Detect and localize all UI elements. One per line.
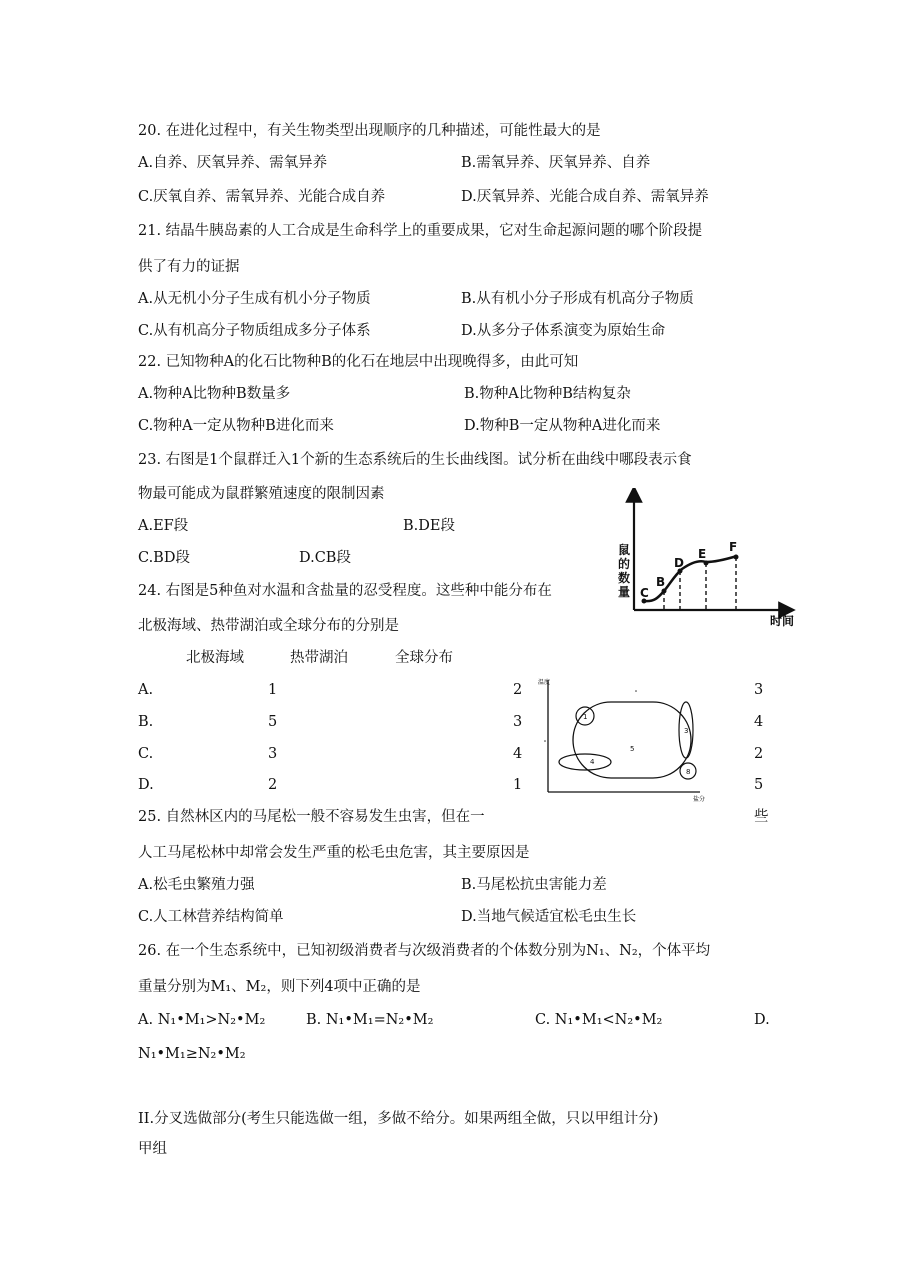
q24-row-c-global: 2 bbox=[754, 746, 764, 762]
q23-ylabel-char-1: 鼠 bbox=[618, 543, 631, 557]
q24-x-axis-label: 盐分 bbox=[693, 796, 706, 803]
q24-region-8-label: 8 bbox=[686, 768, 691, 776]
q20-option-b: B.需氧异养、厌氧异养、自养 bbox=[461, 155, 651, 171]
q21-option-d: D.从多分子体系演变为原始生命 bbox=[461, 323, 666, 339]
q23-x-axis-label: 时间 bbox=[770, 614, 795, 628]
section2-group-label: 甲组 bbox=[138, 1141, 167, 1157]
q24-y-axis-label: 温度 bbox=[538, 679, 551, 686]
q23-ylabel-char-2: 的 bbox=[618, 557, 631, 571]
q24-speck-1 bbox=[635, 690, 637, 692]
q22-option-c: C.物种A一定从物种B进化而来 bbox=[138, 418, 334, 434]
q24-row-b-tropical: 3 bbox=[513, 714, 523, 730]
q20-option-d: D.厌氧异养、光能合成自养、需氧异养 bbox=[461, 189, 709, 205]
q24-fish-tolerance-figure bbox=[535, 672, 715, 804]
q24-row-b-label: B. bbox=[138, 714, 154, 730]
q22-stem: 22. 已知物种A的化石比物种B的化石在地层中出现晚得多，由此可知 bbox=[138, 354, 579, 370]
q21-stem-line1: 21. 结晶牛胰岛素的人工合成是生命科学上的重要成果，它对生命起源问题的哪个阶段提 bbox=[138, 223, 703, 239]
q21-stem-line2: 供了有力的证据 bbox=[138, 259, 240, 275]
q23-option-b: B.DE段 bbox=[403, 518, 455, 534]
q26-option-d: N₁•M₁≥N₂•M₂ bbox=[138, 1046, 246, 1062]
q26-stem-line2: 重量分别为M₁、M₂，则下列4项中正确的是 bbox=[138, 979, 421, 995]
q24-row-d-arctic: 2 bbox=[268, 777, 278, 793]
q24-row-c-tropical: 4 bbox=[513, 746, 523, 762]
section2-title: II.分叉选做部分(考生只能选做一组，多做不给分。如果两组全做，只以甲组计分) bbox=[138, 1111, 659, 1127]
q23-option-c: C.BD段 bbox=[138, 550, 190, 566]
q23-label-f: F bbox=[729, 540, 738, 554]
q24-row-b-global: 4 bbox=[754, 714, 764, 730]
q24-header-global: 全球分布 bbox=[395, 650, 453, 666]
q25-option-a: A.松毛虫繁殖力强 bbox=[138, 877, 255, 893]
q23-point-e bbox=[704, 561, 709, 566]
q25-stem-line1-end: 些 bbox=[754, 809, 769, 825]
q23-y-axis-label bbox=[618, 542, 630, 599]
q24-row-d-global: 5 bbox=[754, 777, 764, 793]
q24-row-c-label: C. bbox=[138, 746, 154, 762]
q26-option-a: A. N₁•M₁>N₂•M₂ bbox=[138, 1012, 266, 1028]
q20-option-c: C.厌氧自养、需氧异养、光能合成自养 bbox=[138, 189, 386, 205]
q24-region-5 bbox=[573, 702, 691, 778]
q24-header-tropical: 热带湖泊 bbox=[290, 650, 348, 666]
q20-option-a: A.自养、厌氧异养、需氧异养 bbox=[138, 155, 328, 171]
q23-option-a: A.EF段 bbox=[138, 518, 189, 534]
q24-row-b-arctic: 5 bbox=[268, 714, 278, 730]
q23-option-d: D.CB段 bbox=[299, 550, 351, 566]
q24-row-a-tropical: 2 bbox=[513, 682, 523, 698]
q23-point-b bbox=[662, 589, 667, 594]
q24-row-a-arctic: 1 bbox=[268, 682, 278, 698]
q22-option-b: B.物种A比物种B结构复杂 bbox=[464, 386, 631, 402]
q23-label-e: E bbox=[698, 547, 707, 561]
q26-option-d-label: D. bbox=[754, 1012, 770, 1028]
q26-option-c: C. N₁•M₁<N₂•M₂ bbox=[535, 1012, 663, 1028]
q24-row-d-tropical: 1 bbox=[513, 777, 523, 793]
q23-growth-curve-figure bbox=[612, 488, 817, 628]
q24-region-4-label: 4 bbox=[590, 758, 595, 766]
q24-row-a-global: 3 bbox=[754, 682, 764, 698]
q23-ylabel-char-3: 数 bbox=[618, 571, 631, 585]
q24-region-5-label: 5 bbox=[630, 745, 635, 753]
q24-speck-2 bbox=[544, 740, 546, 742]
q24-row-c-arctic: 3 bbox=[268, 746, 278, 762]
q24-row-d-label: D. bbox=[138, 777, 154, 793]
q22-option-d: D.物种B一定从物种A进化而来 bbox=[464, 418, 661, 434]
q25-option-b: B.马尾松抗虫害能力差 bbox=[461, 877, 607, 893]
q26-stem-line1: 26. 在一个生态系统中，已知初级消费者与次级消费者的个体数分别为N₁、N₂，个体平均 bbox=[138, 943, 711, 959]
q23-label-d: D bbox=[674, 556, 684, 570]
q24-region-3-label: 3 bbox=[684, 727, 689, 735]
q22-option-a: A.物种A比物种B数量多 bbox=[138, 386, 291, 402]
q23-stem-line2: 物最可能成为鼠群繁殖速度的限制因素 bbox=[138, 486, 385, 502]
q23-label-c: C bbox=[640, 586, 649, 600]
q25-option-d: D.当地气候适宜松毛虫生长 bbox=[461, 909, 637, 925]
q25-stem-line1: 25. 自然林区内的马尾松一般不容易发生虫害，但在一 bbox=[138, 809, 485, 825]
q24-region-1-label: 1 bbox=[583, 713, 588, 721]
q23-stem-line1: 23. 右图是1个鼠群迁入1个新的生态系统后的生长曲线图。试分析在曲线中哪段表示食 bbox=[138, 452, 692, 468]
q21-option-b: B.从有机小分子形成有机高分子物质 bbox=[461, 291, 694, 307]
q24-header-arctic: 北极海域 bbox=[186, 650, 244, 666]
q25-option-c: C.人工林营养结构简单 bbox=[138, 909, 284, 925]
q23-ylabel-char-4: 量 bbox=[618, 585, 631, 599]
q24-stem-line1: 24. 右图是5种鱼对水温和含盐量的忍受程度。这些种中能分布在 bbox=[138, 583, 552, 599]
q24-row-a-label: A. bbox=[138, 682, 154, 698]
q21-option-a: A.从无机小分子生成有机小分子物质 bbox=[138, 291, 371, 307]
q20-stem: 20. 在进化过程中，有关生物类型出现顺序的几种描述，可能性最大的是 bbox=[138, 123, 601, 139]
q25-stem-line2: 人工马尾松林中却常会发生严重的松毛虫危害，其主要原因是 bbox=[138, 845, 530, 861]
q21-option-c: C.从有机高分子物质组成多分子体系 bbox=[138, 323, 371, 339]
q26-option-b: B. N₁•M₁=N₂•M₂ bbox=[306, 1012, 434, 1028]
q23-label-b: B bbox=[656, 575, 666, 589]
q23-point-f bbox=[734, 555, 739, 560]
q24-stem-line2: 北极海域、热带湖泊或全球分布的分别是 bbox=[138, 618, 399, 634]
